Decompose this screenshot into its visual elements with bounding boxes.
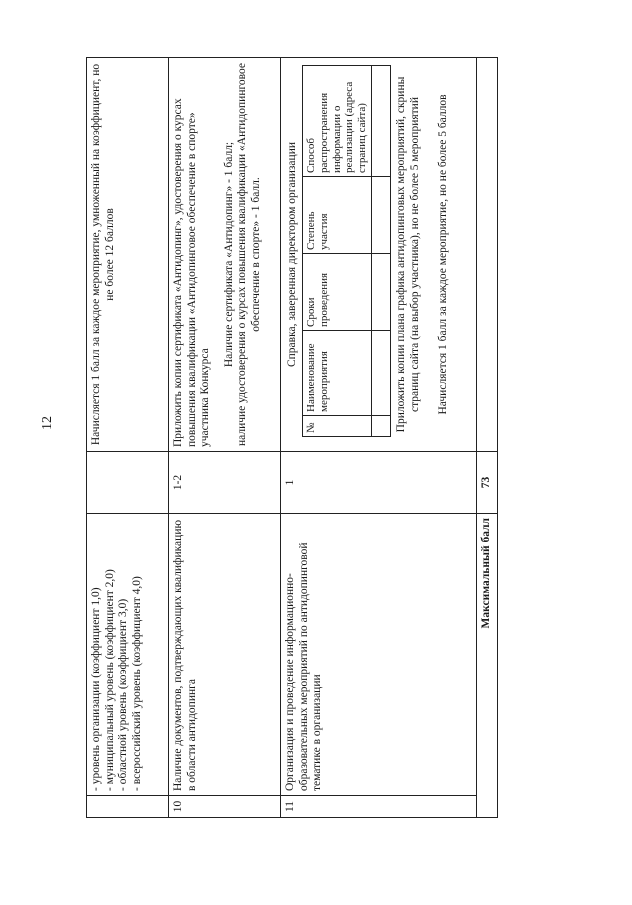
column-header: № bbox=[302, 416, 372, 437]
table-row bbox=[169, 58, 281, 818]
events-table-row bbox=[372, 66, 391, 437]
level-item: - муниципальный уровень (коэффициент 2,0) bbox=[103, 569, 116, 791]
level-item: - всероссийский уровень (коэффициент 4,0) bbox=[130, 576, 143, 791]
criterion-cell bbox=[87, 514, 169, 796]
row-number: 10 bbox=[169, 796, 281, 818]
column-header: Сроки проведения bbox=[302, 254, 372, 331]
criteria-table bbox=[86, 57, 498, 818]
table-row bbox=[281, 58, 477, 818]
column-header: Способ распространения информации о реализации (адреса страниц сайта) bbox=[302, 66, 372, 177]
docs-cell bbox=[169, 58, 281, 452]
docs-note: Наличие сертификата «Антидопинг» - 1 балл; bbox=[222, 141, 235, 368]
docs-text: Приложить копии плана графика антидопинговых мероприятий, скрины страниц сайта (на выбор участника), но не более 5 мероприятий bbox=[395, 76, 421, 433]
column-header: Степень участия bbox=[302, 177, 372, 254]
criterion-cell: Организация и проведение информационно-образовательных мероприятий по антидопинговой тематике в организации bbox=[281, 514, 477, 796]
docs-cell bbox=[281, 58, 477, 452]
row-number bbox=[87, 796, 169, 818]
events-table bbox=[302, 65, 392, 437]
docs-text: Приложить копии сертификата «Антидопинг», удостоверения о курсах повышения квалификации «Антидопинговое обеспечение в спорте» участника Конкурса bbox=[172, 98, 212, 447]
page-number: 12 bbox=[40, 416, 55, 430]
level-list bbox=[90, 518, 144, 791]
score-cell bbox=[87, 452, 169, 514]
total-row bbox=[477, 58, 498, 818]
level-item: - уровень организации (коэффициент 1,0) bbox=[90, 587, 102, 791]
level-item: - областной уровень (коэффициент 3,0) bbox=[117, 598, 130, 791]
docs-cell: Начисляется 1 балл за каждое мероприятие, умноженный на коэффициент, но не более 12 баллов bbox=[87, 58, 169, 452]
score-cell: 1-2 bbox=[169, 452, 281, 514]
total-value: 73 bbox=[477, 452, 498, 514]
rotated-sheet bbox=[86, 58, 496, 818]
criterion-cell: Наличие документов, подтверждающих квалификацию в области антидопинга bbox=[169, 514, 281, 796]
table-row bbox=[87, 58, 169, 818]
total-label: Максимальный балл bbox=[477, 514, 498, 818]
score-cell: 1 bbox=[281, 452, 477, 514]
docs-note: наличие удостоверения о курсах повышения квалификации «Антидопинговое обеспечение в спорте» - 1 балл. bbox=[236, 62, 262, 447]
docs-caption: Справка, заверенная директором организации bbox=[286, 142, 298, 368]
row-number: 11 bbox=[281, 796, 477, 818]
docs-note: Начисляется 1 балл за каждое мероприятие, но не более 5 баллов bbox=[436, 94, 449, 415]
column-header: Наименование мероприятия bbox=[302, 331, 372, 416]
events-table-header bbox=[302, 66, 372, 437]
